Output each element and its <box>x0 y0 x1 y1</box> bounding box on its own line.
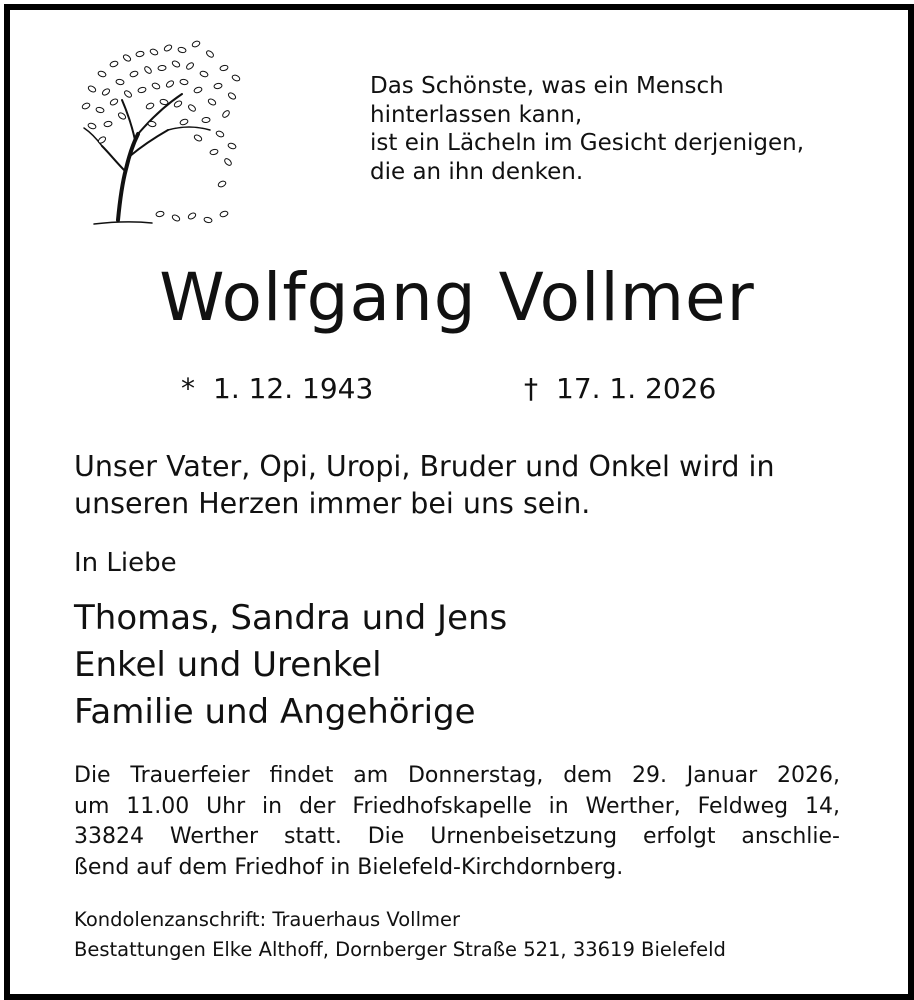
service-line: um 11.00 Uhr in der Friedhofskapelle in Werther, Feldweg 14, <box>74 793 840 819</box>
mourner-line: Thomas, Sandra und Jens <box>74 598 508 638</box>
tribute-text <box>74 449 775 522</box>
death-date-row <box>524 372 716 406</box>
tribute-line: Unser Vater, Opi, Uropi, Bruder und Onkel wird in <box>74 450 775 483</box>
quote-line: Das Schönste, was ein Mensch <box>370 73 724 99</box>
death-cross-icon: † <box>524 372 538 405</box>
memorial-quote <box>370 72 804 186</box>
death-date: 17. 1. 2026 <box>556 372 717 405</box>
mourner-line: Familie und Angehörige <box>74 692 476 732</box>
birth-star-icon: * <box>181 372 195 405</box>
windblown-tree-icon <box>72 34 242 234</box>
deceased-name: Wolfgang Vollmer <box>159 259 755 336</box>
service-line: Die Trauerfeier findet am Donnerstag, dem 29. Januar 2026, <box>74 763 840 788</box>
contact-line: Bestattungen Elke Althoff, Dornberger Straße 521, 33619 Bielefeld <box>74 937 726 961</box>
tribute-line: unseren Herzen immer bei uns sein. <box>74 486 591 520</box>
mourner-line: Enkel und Urenkel <box>74 645 382 685</box>
quote-line: hinterlassen kann, <box>370 101 583 128</box>
funeral-service-info <box>74 761 840 883</box>
service-line: ßend auf dem Friedhof in Bielefeld-Kirchdornberg. <box>74 854 624 880</box>
mourner-names <box>74 595 507 736</box>
quote-line: die an ihn denken. <box>370 158 584 185</box>
service-line: 33824 Werther statt. Die Urnenbeisetzung erfolgt anschlie- <box>74 824 840 850</box>
birth-date-row <box>181 372 373 406</box>
contact-line: Kondolenzanschrift: Trauerhaus Vollmer <box>74 908 461 931</box>
quote-line: ist ein Lächeln im Gesicht derjenigen, <box>370 130 805 156</box>
condolence-address <box>74 905 726 964</box>
birth-date: 1. 12. 1943 <box>213 372 374 405</box>
in-love-intro: In Liebe <box>74 548 177 578</box>
